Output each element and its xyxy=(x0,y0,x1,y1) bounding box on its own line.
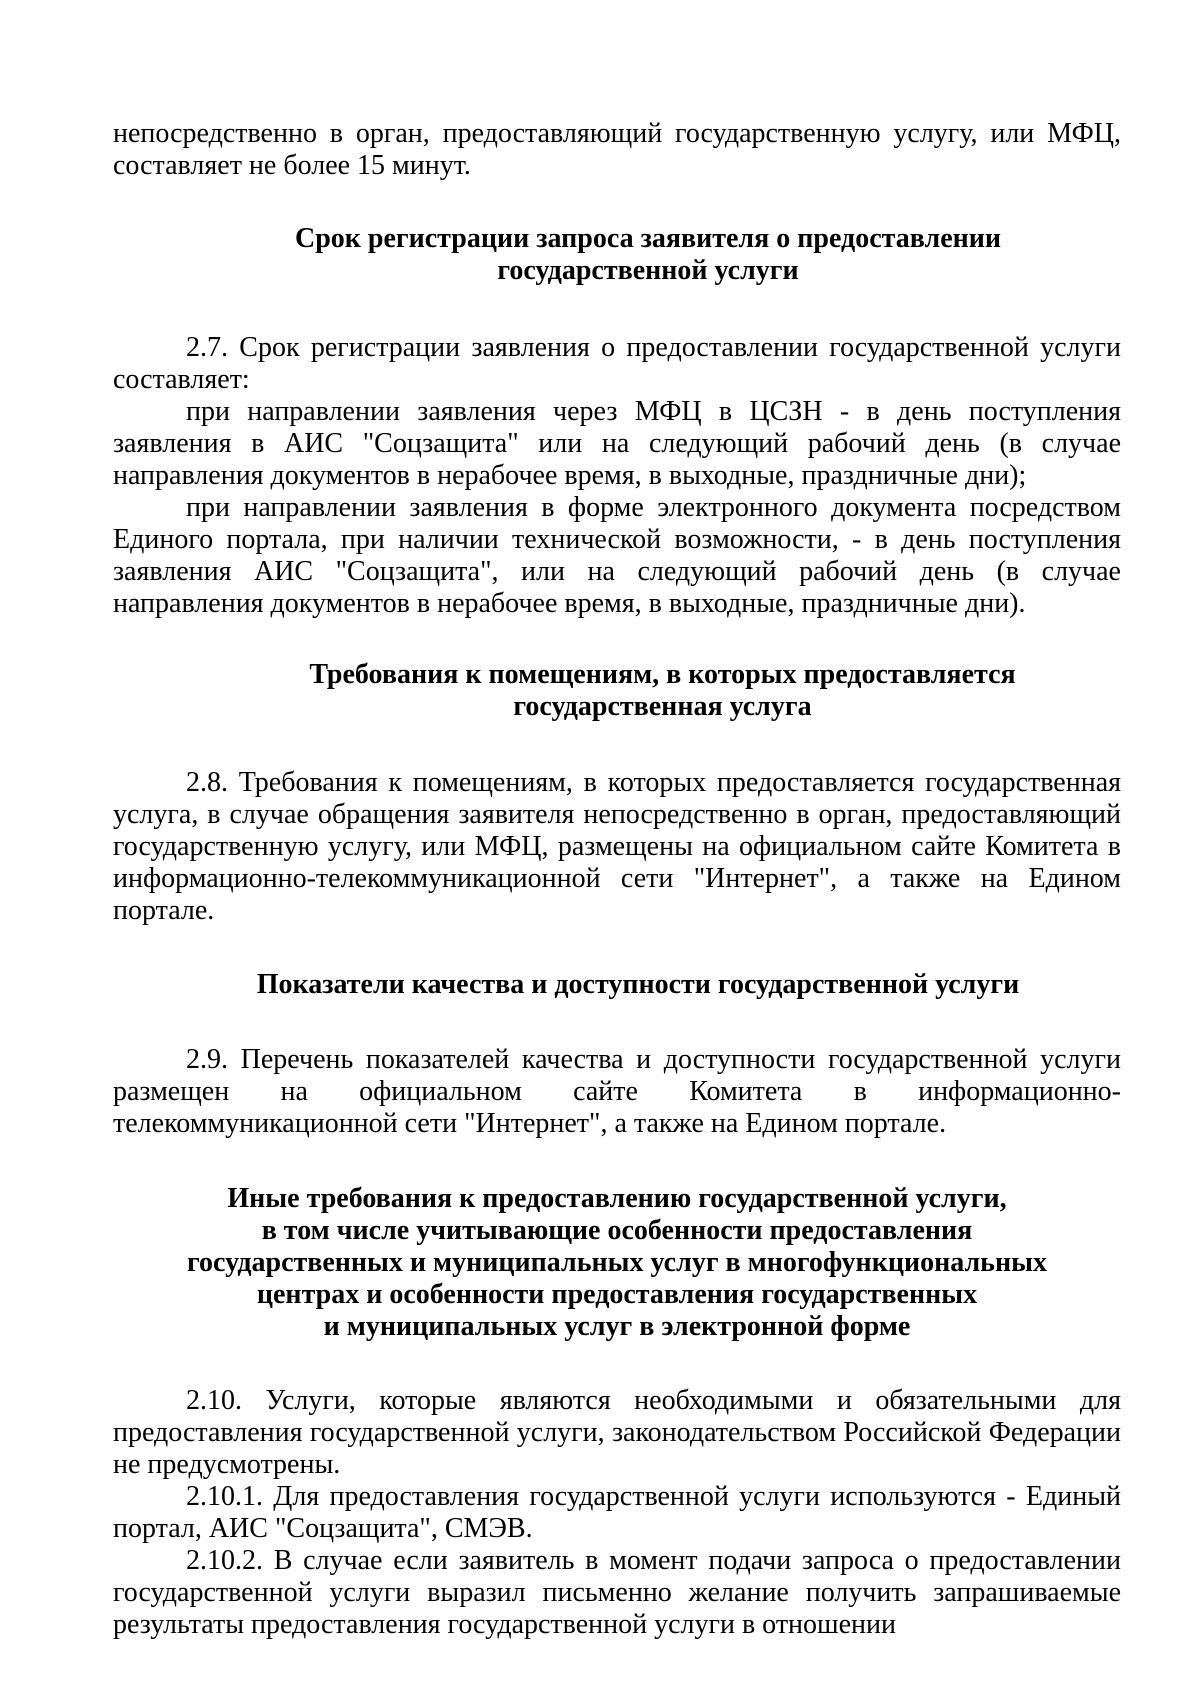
section-heading-registration-term xyxy=(113,223,1121,287)
document-body xyxy=(113,118,1121,1641)
heading-line: и муниципальных услуг в электронной форме xyxy=(323,1311,911,1342)
heading-line: Показатели качества и доступности государственной услуги xyxy=(256,969,1020,1000)
heading-line: государственных и муниципальных услуг в многофункциональных xyxy=(187,1247,1047,1278)
heading-line: Требования к помещениям, в которых предоставляется xyxy=(309,659,1016,690)
intro-paragraph: непосредственно в орган, предоставляющий государственную услугу, или МФЦ, составляет не более 15 минут. xyxy=(113,118,1121,181)
heading-line: в том числе учитывающие особенности предоставления xyxy=(261,1215,973,1246)
section-heading-other-requirements xyxy=(113,1183,1121,1343)
paragraph-electronic-submission: при направлении заявления в форме электронного документа посредством Единого портала, при наличии технической возможности, - в день поступления заявления АИС "Соцзащита", или на следующий рабочий день (в случае направления документов в нерабочее время, в выходные, праздничные дни). xyxy=(113,492,1121,619)
paragraph-2-10: 2.10. Услуги, которые являются необходимыми и обязательными для предоставления государственной услуги, законодательством Российской Федерации не предусмотрены. xyxy=(113,1385,1121,1480)
heading-line: государственной услуги xyxy=(497,255,799,286)
paragraph-2-10-2: 2.10.2. В случае если заявитель в момент подачи запроса о предоставлении государственной услуги выразил письменно желание получить запрашиваемые результаты предоставления государственной услуги в отношении xyxy=(113,1545,1121,1640)
section-heading-quality-indicators xyxy=(113,969,1121,1001)
paragraph-mfc-submission: при направлении заявления через МФЦ в ЦСЗН - в день поступления заявления в АИС "Соцзащита" или на следующий рабочий день (в случае направления документов в нерабочее время, в выходные, праздничные дни); xyxy=(113,396,1121,491)
heading-line: Срок регистрации запроса заявителя о предоставлении xyxy=(294,223,1002,254)
heading-line: центрах и особенности предоставления государственных xyxy=(256,1279,978,1310)
paragraph-2-8: 2.8. Требования к помещениям, в которых предоставляется государственная услуга, в случае обращения заявителя непосредственно в орган, предоставляющий государственную услугу, или МФЦ, размещены на официальном сайте Комитета в информационно-телекоммуникационной сети "Интернет", а также на Едином портале. xyxy=(113,767,1121,926)
heading-line: Иные требования к предоставлению государственной услуги, xyxy=(227,1183,1007,1214)
paragraph-2-7: 2.7. Срок регистрации заявления о предоставлении государственной услуги составляет: xyxy=(113,332,1121,395)
paragraph-2-10-1: 2.10.1. Для предоставления государственной услуги используются - Единый портал, АИС "Соцзащита", СМЭВ. xyxy=(113,1481,1121,1544)
paragraph-2-9: 2.9. Перечень показателей качества и доступности государственной услуги размещен на официальном сайте Комитета в информационно-телекоммуникационной сети "Интернет", а также на Едином портале. xyxy=(113,1044,1121,1139)
section-heading-premises-requirements xyxy=(113,659,1121,723)
heading-line: государственная услуга xyxy=(513,691,812,722)
